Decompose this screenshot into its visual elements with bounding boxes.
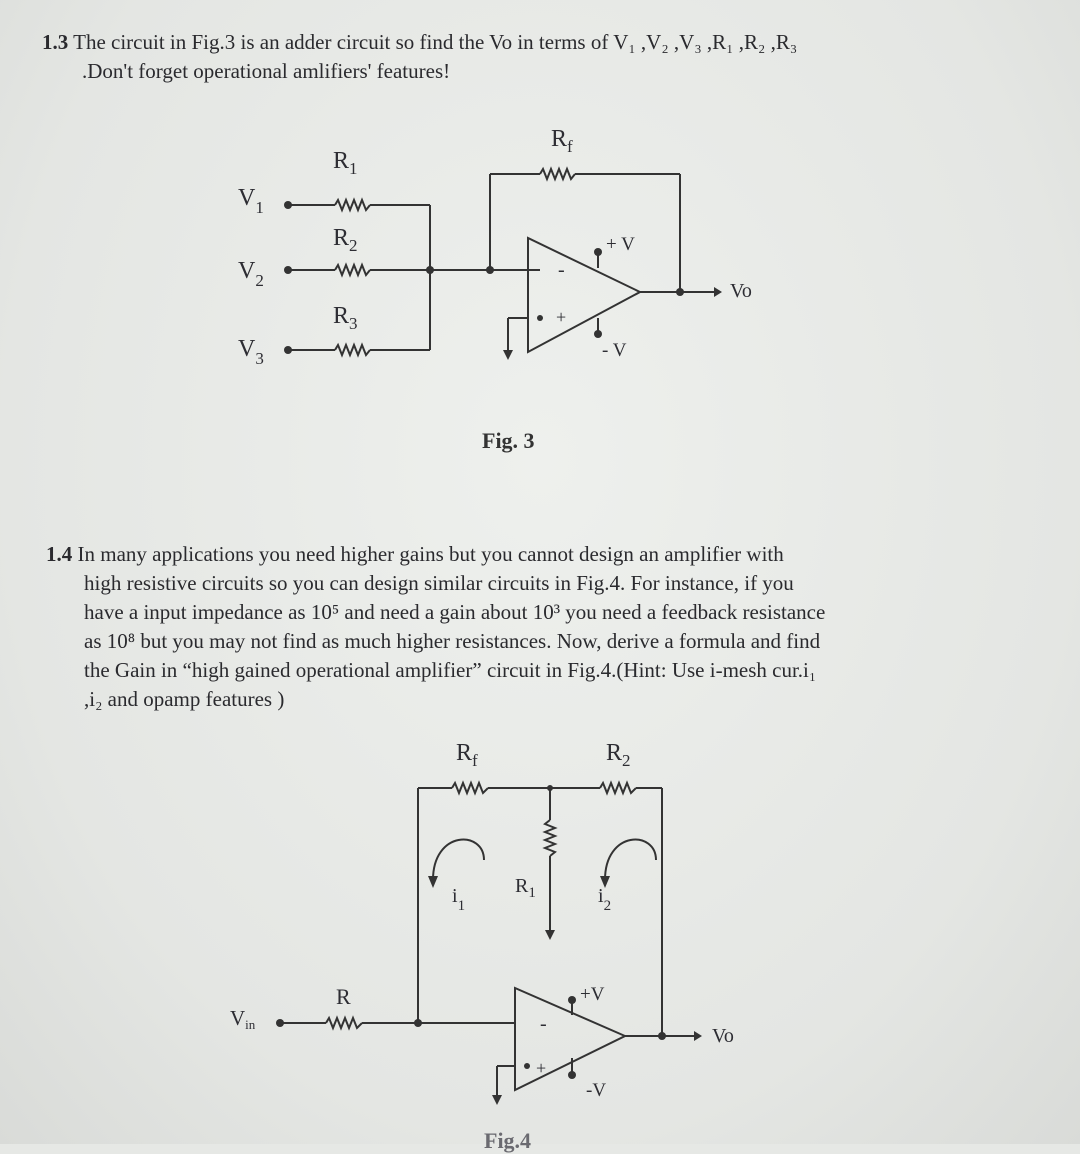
plus-supply-label: +V (580, 984, 605, 1005)
question-text: In many applications you need higher gains but you cannot design an amplifier with (77, 542, 784, 566)
rf-label: $R_f$ (551, 126, 573, 156)
i1-label: $i_1$ (452, 885, 466, 914)
minus-supply-label: -V (586, 1080, 607, 1101)
i2-label: $i_2$ (598, 885, 612, 914)
r3-label: $R_3$ (333, 303, 358, 333)
rf-label: $R_f$ (456, 740, 478, 770)
question-1-4-line-5: the Gain in “high gained operational amplifier” circuit in Fig.4.(Hint: Use i-mesh cur.i₁ (84, 658, 817, 682)
question-number: 1.4 (46, 542, 73, 566)
question-text: The circuit in Fig.3 is an adder circuit so find the Vo in terms of V₁ ,V₂ ,V₃ ,R₁ ,R₂ ,R₃ (73, 30, 798, 54)
question-1-4-line-4: as 10⁸ but you may not find as much higher resistances. Now, derive a formula and find (84, 629, 821, 653)
v2-label: $V_2$ (238, 258, 264, 290)
inverting-input-label: - (540, 1013, 547, 1035)
question-1-4-line-3: have a input impedance as 10⁵ and need a gain about 10³ you need a feedback resistance (84, 600, 826, 624)
question-1-4-line-2: high resistive circuits so you can design similar circuits in Fig.4. For instance, if you (84, 571, 794, 595)
question-1-3-line-2: .Don't forget operational amlifiers' features! (82, 59, 451, 83)
question-number: 1.3 (42, 30, 69, 54)
question-1-4-line-6: ,i₂ and opamp features ) (84, 687, 285, 711)
r-label: R (336, 984, 351, 1009)
fig4-caption: Fig.4 (484, 1128, 532, 1153)
noninverting-input-label: + (536, 1058, 547, 1078)
fig3-nodes (284, 201, 722, 360)
vin-label: Vin (230, 1006, 256, 1032)
inverting-input-label: - (558, 259, 565, 281)
r1-label: $R_1$ (333, 148, 358, 178)
question-1-4 (46, 540, 825, 714)
r2-label: $R_2$ (606, 740, 631, 770)
vo-label: Vo (730, 280, 752, 302)
fig4-nodes (276, 785, 702, 1105)
fig4-wires (282, 783, 695, 1095)
question-1-4-line-1 (46, 540, 825, 569)
fig3-caption: Fig. 3 (482, 428, 535, 453)
noninverting-input-label: + (556, 307, 567, 327)
plus-supply-label: + V (606, 234, 635, 255)
r1-label: $R_1$ (515, 875, 536, 901)
fig3-labels (238, 126, 752, 368)
v3-label: $V_3$ (238, 336, 264, 368)
minus-supply-label: - V (602, 340, 627, 361)
r2-label: $R_2$ (333, 225, 358, 255)
vo-label: Vo (712, 1025, 734, 1047)
fig4-labels (230, 740, 734, 1101)
v1-label: $V_1$ (238, 185, 264, 217)
